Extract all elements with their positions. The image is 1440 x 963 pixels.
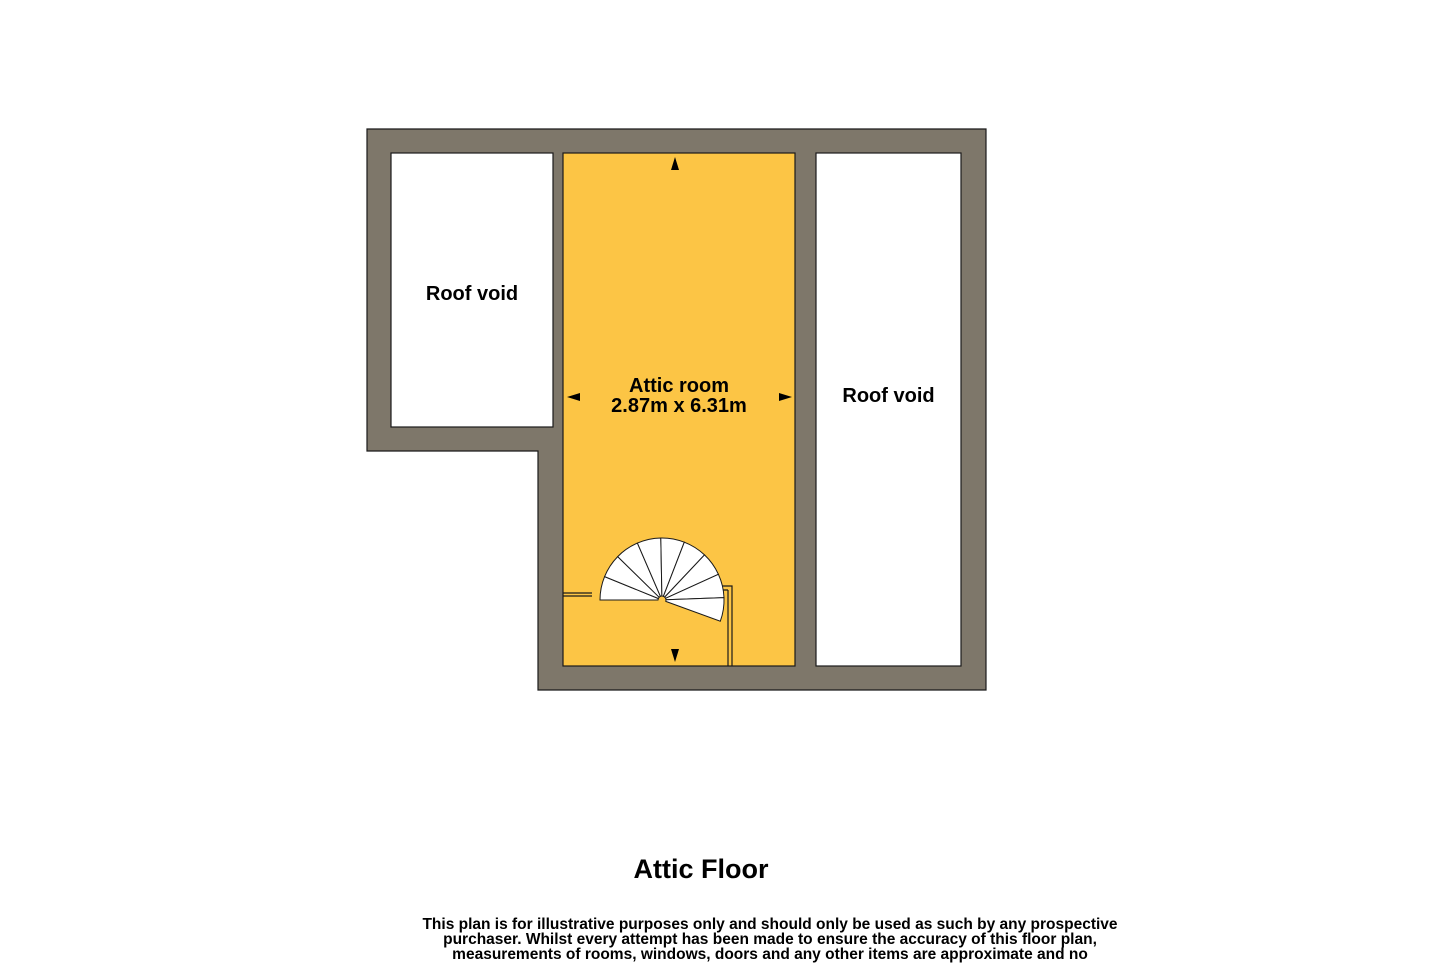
room-name: Attic room xyxy=(629,375,729,397)
roof-void-right xyxy=(816,153,961,666)
roof-void-left-label xyxy=(392,284,552,304)
room-name: Roof void xyxy=(425,283,519,305)
disclaimer-text: This plan is for illustrative purposes only and should only be used as such by any prospective purchaser. Whilst every attempt has been made to ensure the accuracy of this floor plan, measurements of rooms, windows, doors and any other items are approximate and no xyxy=(422,916,1118,963)
floor-title: Attic Floor xyxy=(633,854,769,884)
room-name: Roof void xyxy=(842,385,935,407)
room-dimensions: 2.87m x 6.31m xyxy=(611,395,747,417)
roof-void-right-label xyxy=(816,386,961,406)
attic-room-label xyxy=(563,376,795,416)
